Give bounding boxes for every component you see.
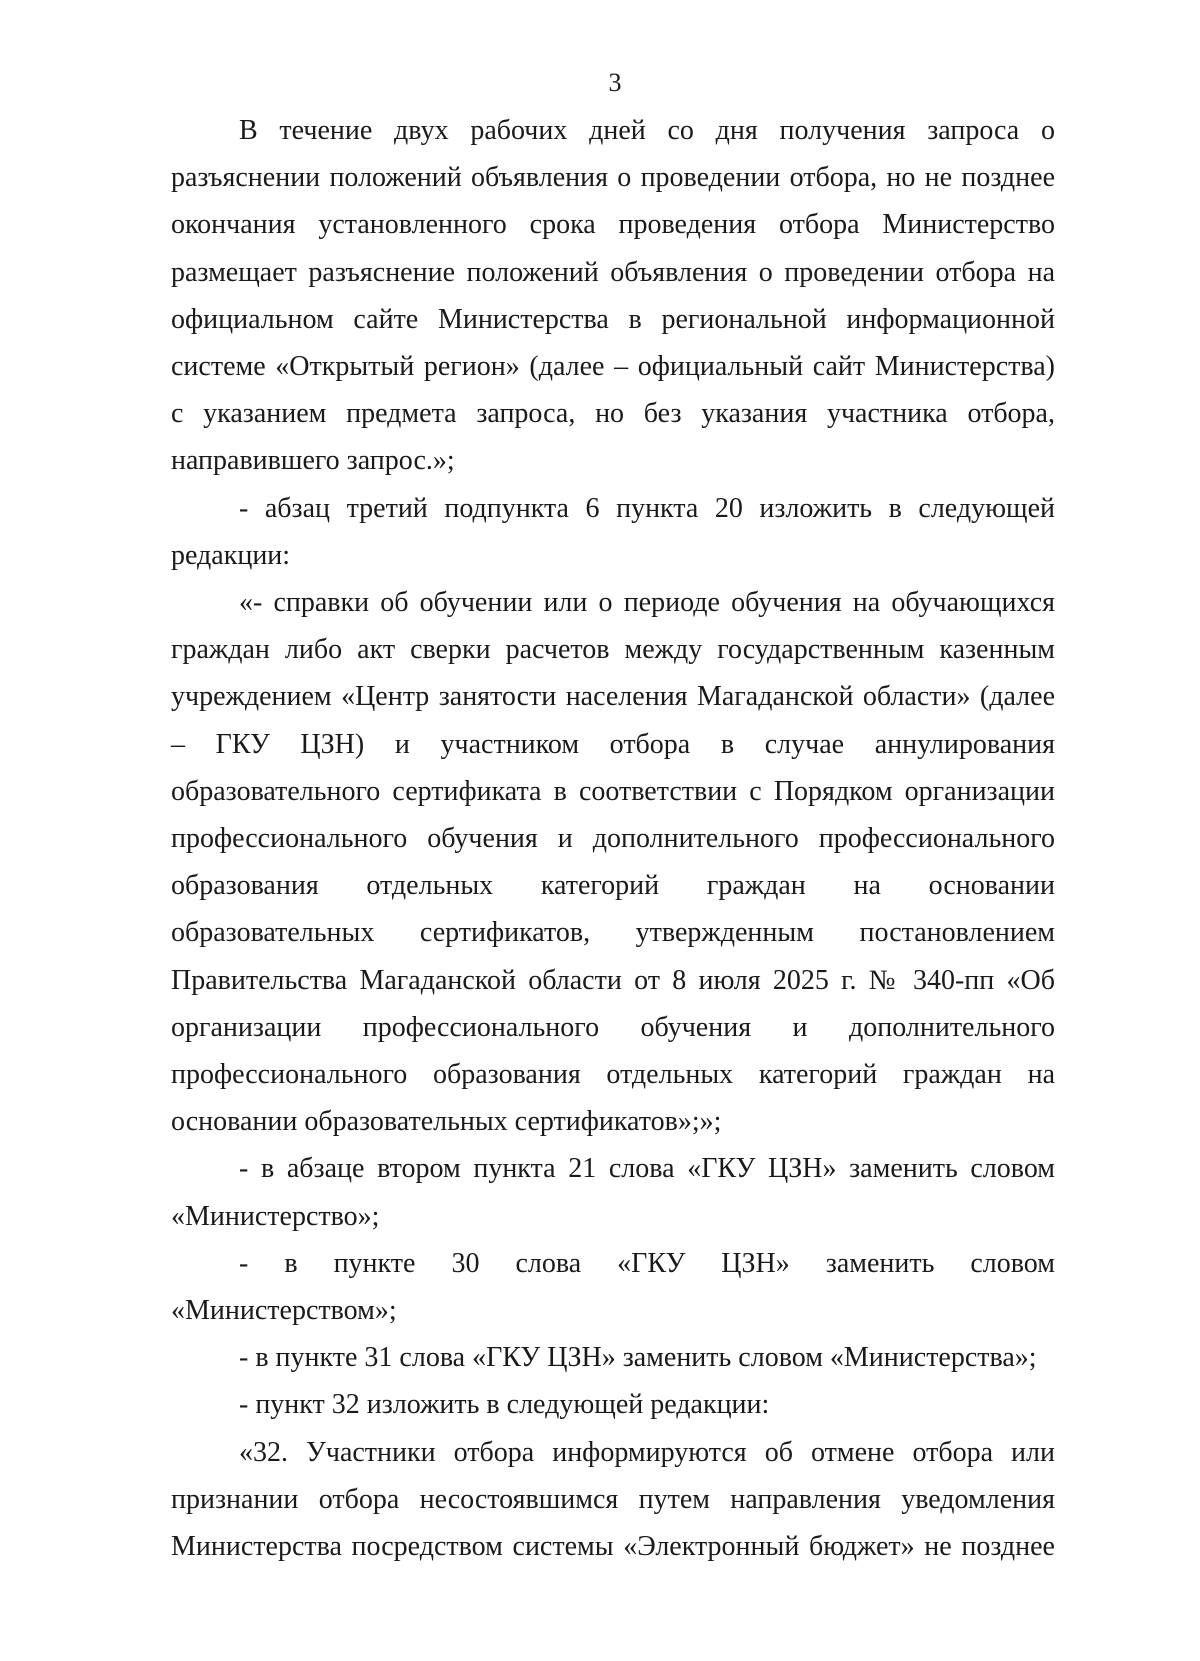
- paragraph-amend-item-31: - в пункте 31 слова «ГКУ ЦЗН» заменить словом «Министерства»;: [239, 1342, 1037, 1374]
- paragraph-amend-item-21: - в абзаце втором пункта 21 слова «ГКУ ЦЗН» заменить словом «Министерство»;: [171, 1153, 1055, 1232]
- paragraph-item-32-text: «32. Участники отбора информируются об отмене отбора или признании отбора несостоявшимся путем направления уведомления Министерства посредством системы «Электронный бюджет» не позднее: [171, 1436, 1055, 1563]
- paragraph-amend-item-30: - в пункте 30 слова «ГКУ ЦЗН» заменить словом «Министерством»;: [171, 1247, 1055, 1327]
- paragraph-amend-item-32: - пункт 32 изложить в следующей редакции:: [239, 1389, 770, 1421]
- page-number: 3: [608, 68, 622, 97]
- paragraph-training-certificates: «- справки об обучении или о периоде обучения на обучающихся граждан либо акт сверки расчетов между государственным казенным учреждением «Центр занятости населения Магаданской области» (далее – ГКУ ЦЗН) и участником отбора в случае аннулирования образовательного сертификата в соответствии с Порядком организации профессионального обучения и дополнительного профессионального образования отдельных категорий граждан на основании образовательных сертификатов, утвержденным постановлением Правительства Магаданской области от 8 июля 2025 г. № 340-пп «Об организации профессионального обучения и дополнительного профессионального образования отдельных категорий граждан на основании образовательных сертификатов»;»;: [171, 587, 1055, 1138]
- paragraph-clarification-procedure: В течение двух рабочих дней со дня получения запроса о разъяснении положений объявления о проведении отбора, но не позднее окончания установленного срока проведения отбора Министерство размещает разъяснение положений объявления о проведении отбора на официальном сайте Министерства в региональной информационной системе «Открытый регион» (далее – официальный сайт Министерства) с указанием предмета запроса, но без указания участника отбора, направившего запрос.»;: [171, 115, 1055, 477]
- document-body: [171, 107, 1055, 1570]
- paragraph-amend-item-20: - абзац третий подпункта 6 пункта 20 изложить в следующей редакции:: [171, 492, 1055, 571]
